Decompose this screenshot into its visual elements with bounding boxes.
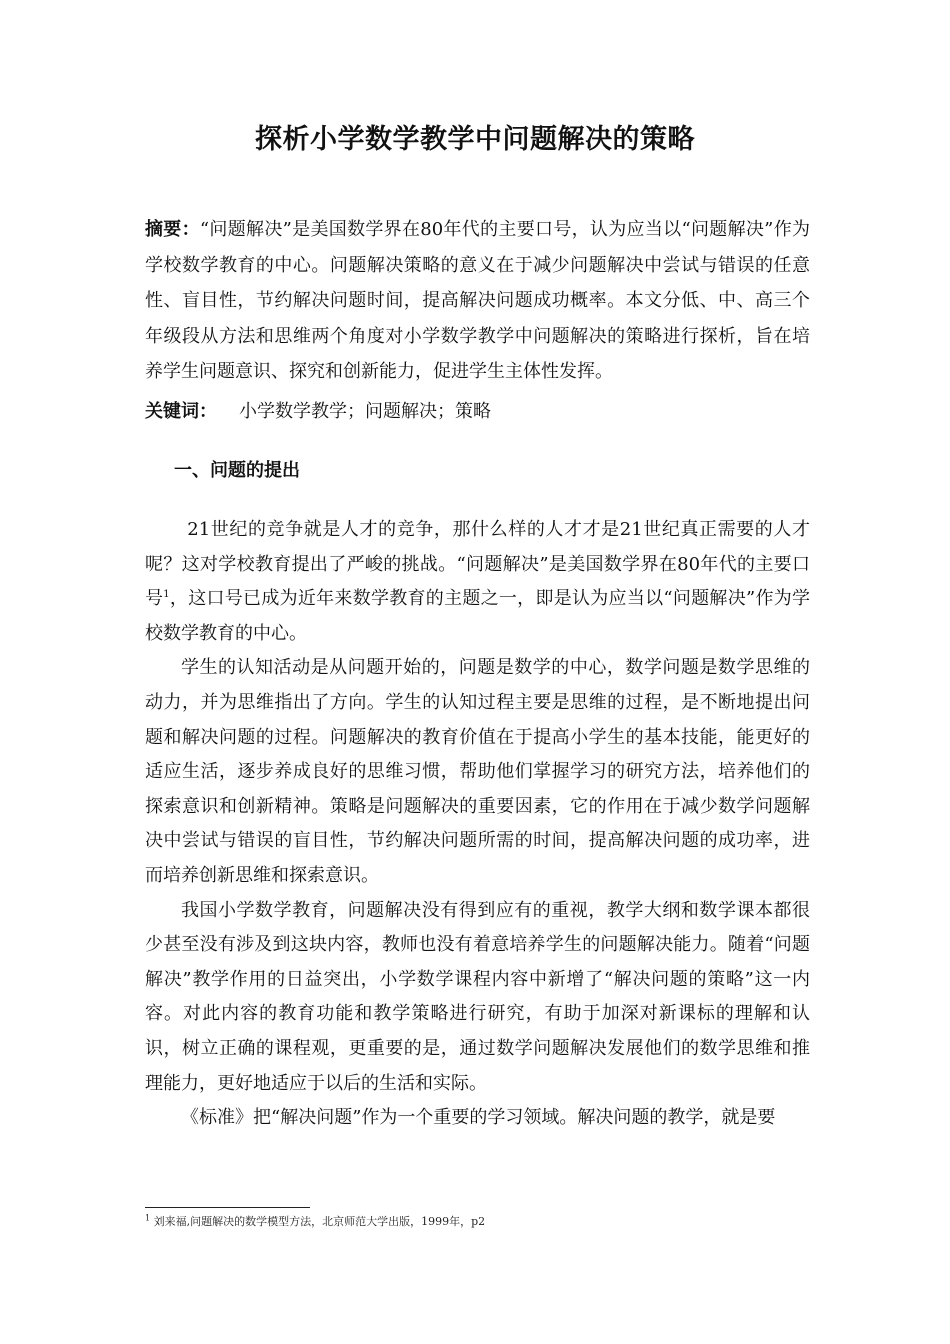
keywords-text: 小学数学教学；问题解决；策略 — [239, 401, 491, 422]
abstract-label: 摘要： — [145, 219, 200, 240]
keywords — [145, 396, 810, 428]
paragraph-1 — [145, 513, 810, 651]
footnote-divider — [145, 1207, 310, 1208]
paragraph-1-text-b: ，这口号已成为近年来数学教育的主题之一，即是认为应当以“问题解决”作为学校数学教育的中心。 — [145, 588, 810, 644]
paragraph-3: 我国小学数学教育，问题解决没有得到应有的重视，教学大纲和数学课本都很少甚至没有涉及到这块内容，教师也没有着意培养学生的问题解决能力。随着“问题解决”教学作用的日益突出，小学数学课程内容中新增了“解决问题的策略”这一内容。对此内容的教育功能和教学策略进行研究，有助于加深对新课标的理解和认识，树立正确的课程观，更重要的是，通过数学问题解决发展他们的数学思维和推理能力，更好地适应于以后的生活和实际。 — [145, 899, 810, 1094]
footnote-text: 刘来福,问题解决的数学模型方法，北京师范大学出版，1999年，p2 — [150, 1215, 486, 1228]
footnote-reference[interactable]: 1 — [163, 589, 170, 601]
paragraph-4: 《标准》把“解决问题”作为一个重要的学习领域。解决问题的教学，就是要 — [181, 1107, 776, 1129]
paragraph-1-text-a: 21世纪的竞争就是人才的竞争，那什么样的人才才是21世纪真正需要的人才呢？这对学校教育提出了严峻的挑战。“问题解决”是美国数学界在80年代的主要口号 — [145, 519, 810, 610]
paper-title: 探析小学数学教学中问题解决的策略 — [255, 124, 695, 155]
section-heading: 一、问题的提出 — [174, 460, 300, 481]
keywords-label: 关键词： — [145, 401, 217, 422]
section-body — [145, 513, 810, 1136]
abstract-text: “问题解决”是美国数学界在80年代的主要口号，认为应当以“问题解决”作为学校数学教育的中心。问题解决策略的意义在于减少问题解决中尝试与错误的任意性、盲目性，节约解决问题时间，提高解决问题成功概率。本文分低、中、高三个年级段从方法和思维两个角度对小学数学教学中问题解决的策略进行探析，旨在培养学生问题意识、探究和创新能力，促进学生主体性发挥。 — [145, 219, 810, 382]
paragraph-2: 学生的认知活动是从问题开始的，问题是数学的中心，数学问题是数学思维的动力，并为思维指出了方向。学生的认知过程主要是思维的过程，是不断地提出问题和解决问题的过程。问题解决的教育价值在于提高小学生的基本技能，能更好的适应生活，逐步养成良好的思维习惯，帮助他们掌握学习的研究方法，培养他们的探索意识和创新精神。策略是问题解决的重要因素，它的作用在于减少数学问题解决中尝试与错误的盲目性，节约解决问题所需的时间，提高解决问题的成功率，进而培养创新思维和探索意识。 — [145, 657, 810, 886]
abstract — [145, 212, 810, 390]
footnote-mark: 1 — [145, 1213, 151, 1223]
footnote — [145, 1214, 485, 1230]
